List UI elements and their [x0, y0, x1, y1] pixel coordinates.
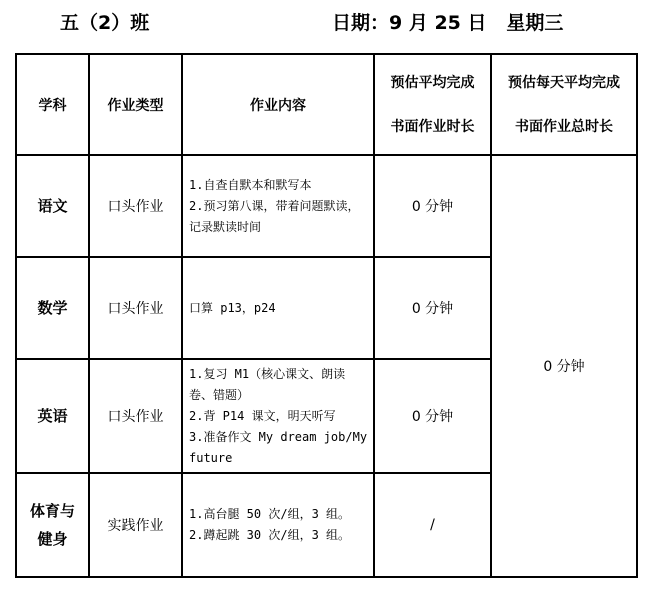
content-cell — [182, 359, 374, 473]
subject-line: 体育与 — [29, 502, 75, 520]
content-line: 2.预习第八课，带着问题默读，记录默读时间 — [189, 198, 360, 234]
col-header-subject: 学科 — [16, 54, 89, 155]
content-line: 2.蹲起跳 30 次/组，3 组。 — [189, 528, 351, 542]
content-cell — [182, 155, 374, 257]
col-header-avg-line1: 预估平均完成 — [390, 74, 475, 91]
col-header-type: 作业类型 — [89, 54, 182, 155]
header-row — [16, 54, 637, 155]
content-cell — [182, 473, 374, 577]
subject-cell: 数学 — [16, 257, 89, 359]
table-row — [16, 155, 637, 257]
type-cell: 口头作业 — [89, 257, 182, 359]
page-header — [0, 8, 658, 38]
duration-cell: 0 分钟 — [374, 155, 491, 257]
content-line: 1.自查自默本和默写本 — [189, 177, 312, 192]
type-cell: 口头作业 — [89, 155, 182, 257]
col-header-avg-line2: 书面作业时长 — [390, 118, 475, 135]
type-cell: 口头作业 — [89, 359, 182, 473]
daily-total-cell: 0 分钟 — [491, 155, 637, 577]
col-header-daily-line1: 预估每天平均完成 — [508, 74, 620, 91]
class-name: 五（2）班 — [60, 12, 150, 34]
content-line: 3.准备作文 My dream job/My future — [189, 429, 368, 465]
content-line: 2.背 P14 课文，明天听写 — [189, 408, 336, 423]
content-line: 1.复习 M1（核心课文、朗读卷、错题） — [189, 366, 346, 402]
duration-cell: 0 分钟 — [374, 257, 491, 359]
content-line: 口算 p13，p24 — [189, 300, 276, 315]
col-header-avg-duration — [374, 54, 491, 155]
homework-table — [15, 53, 638, 578]
type-cell: 实践作业 — [89, 473, 182, 577]
subject-cell — [16, 473, 89, 577]
date-line: 日期：9 月 25 日 星期三 — [332, 12, 564, 34]
content-cell — [182, 257, 374, 359]
col-header-daily-total — [491, 54, 637, 155]
col-header-daily-line2: 书面作业总时长 — [515, 118, 613, 135]
subject-cell: 语文 — [16, 155, 89, 257]
content-line: 1.高台腿 50 次/组，3 组。 — [189, 507, 351, 521]
col-header-content: 作业内容 — [182, 54, 374, 155]
duration-cell: / — [374, 473, 491, 577]
subject-cell: 英语 — [16, 359, 89, 473]
duration-cell: 0 分钟 — [374, 359, 491, 473]
subject-line: 健身 — [37, 530, 68, 548]
